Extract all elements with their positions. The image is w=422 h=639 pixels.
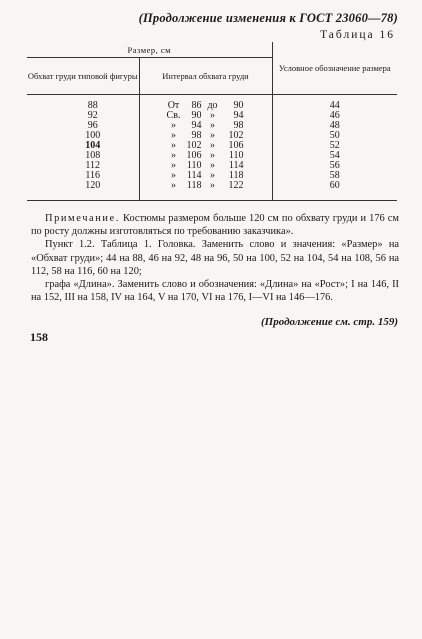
table-row: 44: [329, 100, 340, 111]
table-row: [162, 171, 272, 181]
interval-prefix: »: [171, 120, 176, 131]
table-row: 52: [329, 140, 340, 151]
interval-from: 98: [191, 130, 202, 141]
interval-sep: »: [210, 140, 215, 151]
interval-to: 114: [228, 160, 244, 171]
interval-to: 122: [228, 180, 244, 191]
table-row: 116: [85, 170, 101, 181]
interval-from: 86: [191, 100, 202, 111]
interval-sep: »: [210, 150, 215, 161]
interval-from: 106: [186, 150, 202, 161]
table-row: 120: [85, 180, 101, 191]
note-text: Костюмы размером больше 120 см по обхвату груди и 176 см по росту должны изготовляться по требованию заказчика».: [31, 213, 399, 238]
size-code-column: [272, 95, 397, 201]
interval-to: 98: [233, 120, 244, 131]
interval-column: [139, 95, 272, 201]
table-row: 58: [329, 170, 340, 181]
table-row: [162, 131, 272, 141]
table-row: 54: [329, 150, 340, 161]
col3-header: Условное обозначение размера: [272, 42, 397, 95]
col1-header: Обхват груди типовой фигуры: [27, 58, 139, 95]
table-row: 112: [85, 160, 101, 171]
table-row: 88: [87, 100, 98, 111]
size-table: [27, 42, 397, 201]
interval-from: 94: [191, 120, 202, 131]
interval-from: 102: [186, 140, 202, 151]
interval-from: 118: [186, 180, 202, 191]
interval-prefix: »: [171, 130, 176, 141]
interval-sep: »: [210, 110, 215, 121]
interval-sep: »: [210, 170, 215, 181]
table-row: 104: [85, 140, 101, 151]
page-number: 158: [30, 330, 48, 344]
table-label: Таблица 16: [320, 29, 395, 41]
table-row: 92: [87, 110, 98, 121]
interval-sep: до: [207, 100, 218, 111]
interval-sep: »: [210, 120, 215, 131]
table-row: [162, 161, 272, 171]
interval-prefix: »: [171, 150, 176, 161]
interval-from: 90: [191, 110, 202, 121]
interval-to: 102: [228, 130, 244, 141]
interval-to: 118: [228, 170, 244, 181]
note-paragraph: [31, 212, 399, 238]
paragraph-length-column: графа «Длина». Заменить слово и обозначения: «Длина» на «Рост»; I на 146, II на 152, III на 158, IV на 164, V на 170, VI на 176, I—VI на 146—176.: [31, 279, 399, 304]
interval-prefix: От: [167, 100, 180, 111]
body-text: [31, 212, 399, 304]
table-row: 96: [87, 120, 98, 131]
table-row: [162, 181, 272, 191]
interval-prefix: Св.: [166, 110, 181, 121]
interval-prefix: »: [171, 180, 176, 191]
table-row: 56: [329, 160, 340, 171]
interval-prefix: »: [171, 140, 176, 151]
paragraph-item-1-2: Пункт 1.2. Таблица 1. Головка. Заменить слово и значения: «Размер» на «Обхват груди»; 44 на 88, 46 на 92, 48 на 96, 50 на 100, 52 на 104, 54 на 108, 56 на 112, 58 на 116, 60 на 120;: [31, 239, 399, 277]
interval-sep: »: [210, 180, 215, 191]
interval-from: 114: [186, 170, 202, 181]
interval-to: 94: [233, 110, 244, 121]
continued-note: (Продолжение см. стр. 159): [261, 316, 398, 328]
interval-prefix: »: [171, 170, 176, 181]
table-row: [162, 141, 272, 151]
table-row: 48: [329, 120, 340, 131]
interval-to: 90: [233, 100, 244, 111]
note-label: Примечание.: [45, 213, 120, 224]
table-row: 100: [85, 130, 101, 141]
interval-to: 106: [228, 140, 244, 151]
col2-header: Интервал обхвата груди: [139, 58, 272, 95]
interval-prefix: »: [171, 160, 176, 171]
interval-sep: »: [210, 130, 215, 141]
table-row: [162, 111, 272, 121]
interval-from: 110: [186, 160, 202, 171]
table-row: [162, 121, 272, 131]
table-row: [162, 151, 272, 161]
table-row: 60: [329, 180, 340, 191]
table-row: 50: [329, 130, 340, 141]
table-row: 46: [329, 110, 340, 121]
table-row: 108: [85, 150, 101, 161]
group-header: Размер, см: [27, 42, 272, 58]
interval-to: 110: [228, 150, 244, 161]
interval-sep: »: [210, 160, 215, 171]
girth-column: [27, 95, 139, 201]
running-head: (Продолжение изменения к ГОСТ 23060—78): [138, 11, 398, 25]
